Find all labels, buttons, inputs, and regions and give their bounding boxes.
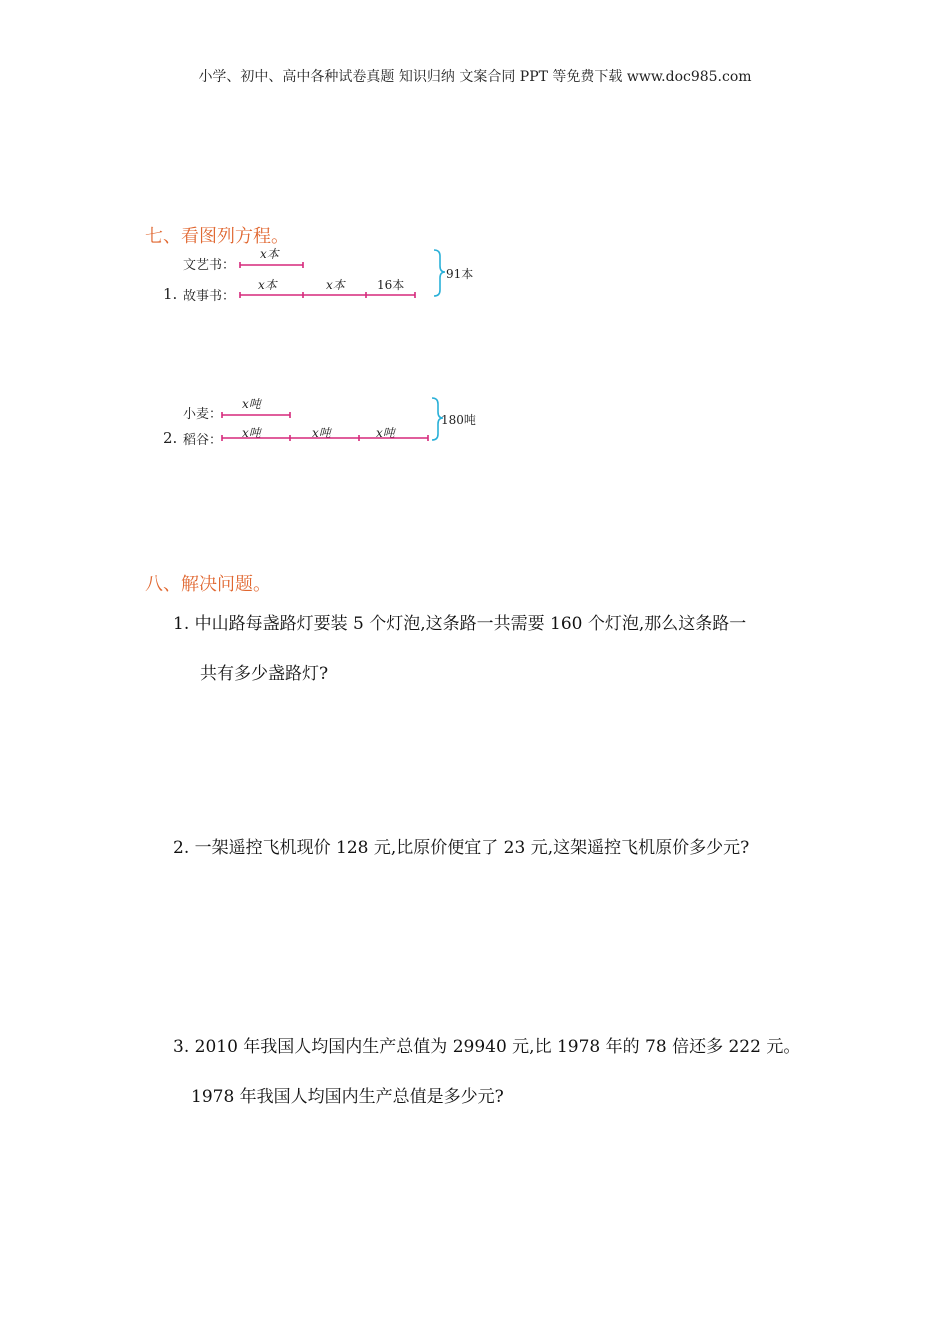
d1-row1-label: 文艺书：	[183, 258, 236, 273]
d2-row2-label: 稻谷：	[183, 433, 223, 448]
d2-row2-line	[222, 435, 428, 441]
d2-total: 180吨	[441, 413, 476, 427]
section-8-title: 八、解决问题。	[145, 574, 271, 595]
d1-row2-seg-2: x本	[326, 278, 345, 292]
question-3-line-2: 1978 年我国人均国内生产总值是多少元?	[191, 1087, 504, 1107]
question-3-line-1: 3. 2010 年我国人均国内生产总值为 29940 元,比 1978 年的 78 倍还多 222 元。	[173, 1037, 801, 1057]
d2-row1-label: 小麦：	[183, 407, 223, 422]
d1-row2-seg-3: 16本	[377, 278, 405, 292]
d1-row2-label: 故事书：	[183, 289, 236, 304]
section-7-title: 七、看图列方程。	[145, 226, 289, 247]
d2-row2-seg-1: x吨	[242, 426, 261, 440]
page-header: 小学、初中、高中各种试卷真题 知识归纳 文案合同 PPT 等免费下载 www.doc985.com	[198, 69, 752, 85]
question-1-line-2: 共有多少盏路灯?	[200, 664, 329, 684]
d1-total: 91本	[446, 267, 474, 281]
d2-number: 2.	[163, 429, 178, 447]
d2-row1-seg-label: x吨	[242, 397, 261, 411]
d2-row2-seg-2: x吨	[312, 426, 331, 440]
d2-row1-line	[222, 412, 290, 418]
question-2: 2. 一架遥控飞机现价 128 元,比原价便宜了 23 元,这架遥控飞机原价多少元?	[173, 838, 750, 858]
d1-row2-seg-1: x本	[258, 278, 277, 292]
d1-row1-seg-label: x本	[260, 247, 279, 261]
question-1-line-1: 1. 中山路每盏路灯要装 5 个灯泡,这条路一共需要 160 个灯泡,那么这条路一	[173, 614, 747, 634]
d2-brace	[432, 398, 443, 440]
d2-row2-seg-3: x吨	[376, 426, 395, 440]
d1-number: 1.	[163, 285, 178, 303]
